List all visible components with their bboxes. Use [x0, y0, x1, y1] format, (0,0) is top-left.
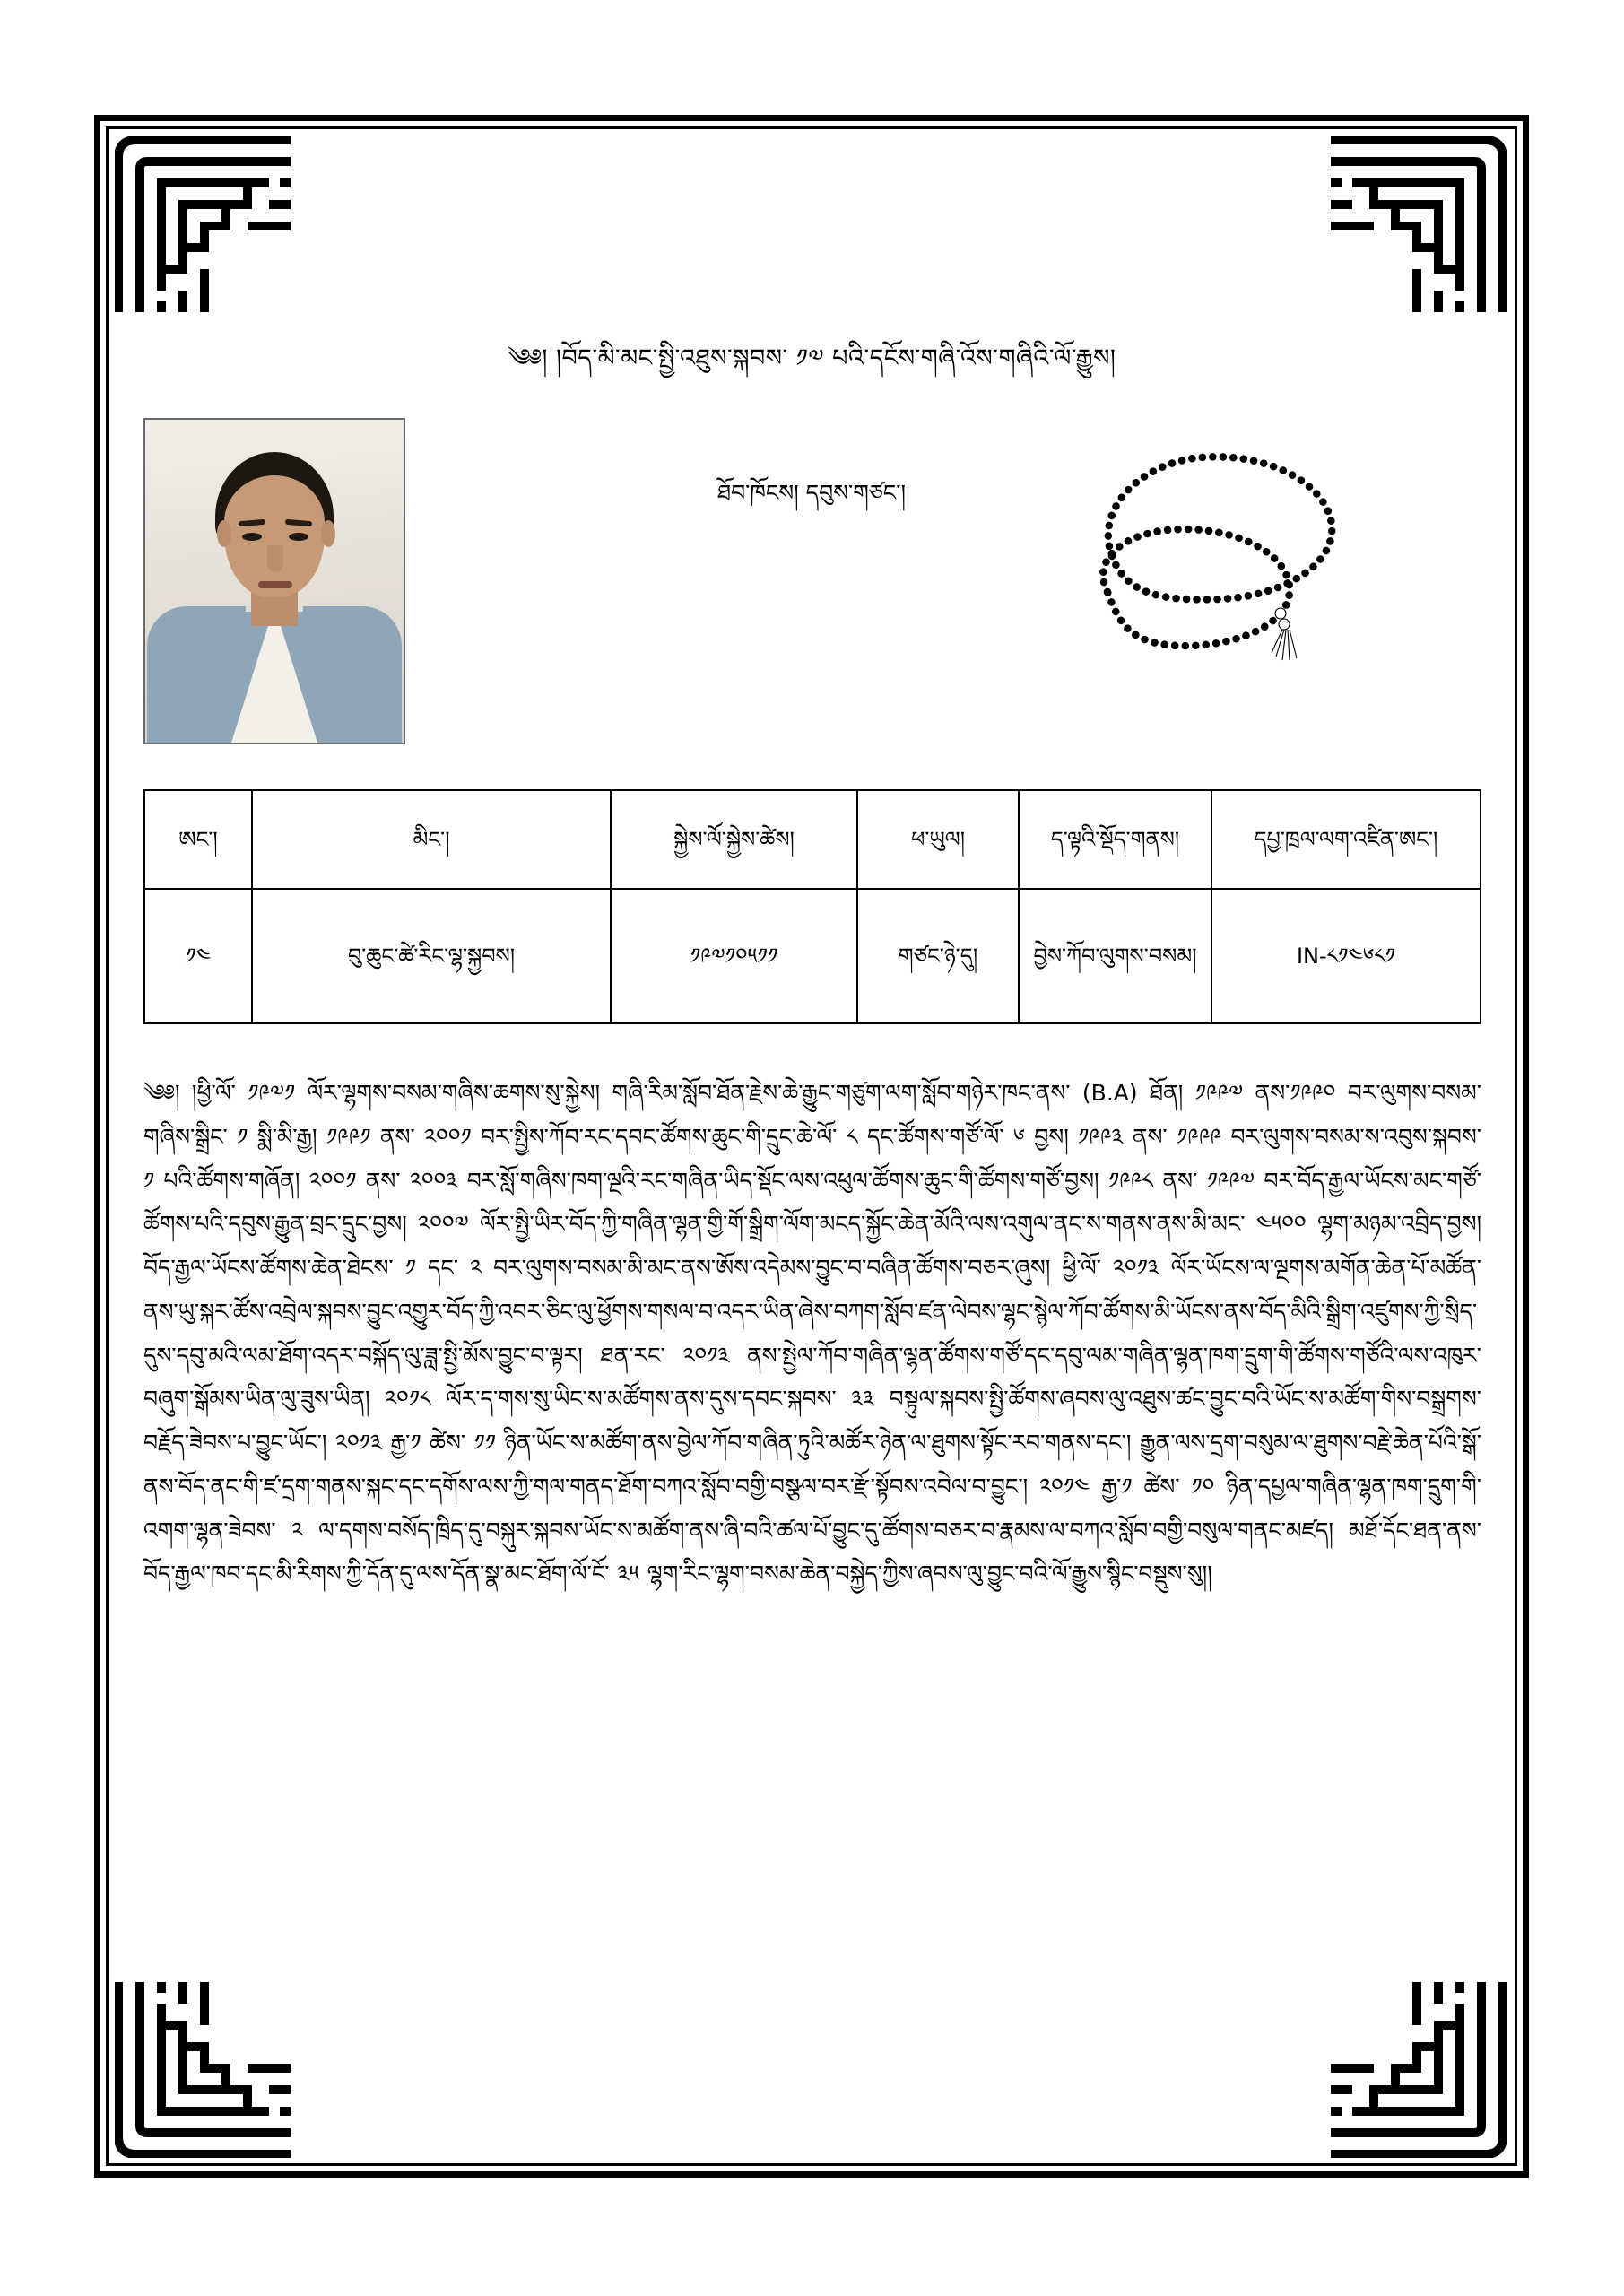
- cell-name: བུ་ཆུང་ཚེ་རིང་ལྷ་སྐྱབས།: [252, 889, 611, 1023]
- page-title: ༄༅། །བོད་མི་མང་སྤྱི་འཐུས་སྐབས་ ༡༧ པའི་དངོས་གཞི་འོས་གཞིའི་ལོ་རྒྱུས།: [507, 344, 1116, 372]
- column-header-birthplace: ཕ་ཡུལ།: [857, 790, 1019, 889]
- table-header-row: [144, 790, 1481, 889]
- corner-ornament-bottom-right: [1327, 1979, 1507, 2158]
- corner-ornament-bottom-left: [115, 1979, 294, 2158]
- column-header-birthdate: སྐྱེས་ལོ་སྐྱེས་ཚེས།: [611, 790, 857, 889]
- column-header-name: མིང་།: [252, 790, 611, 889]
- column-header-tax-id: དཔྱ་ཁྲལ་ལག་འཛིན་ཨང་།: [1211, 790, 1481, 889]
- candidate-info-table: [143, 789, 1481, 1024]
- column-header-number: ཨང་།: [144, 790, 252, 889]
- column-header-residence: ད་ལྟའི་སྡོད་གནས།: [1019, 790, 1211, 889]
- candidate-photo: [143, 418, 405, 744]
- constituency-subtitle: ཐོབ་ཁོངས། དབུས་གཙང་།: [716, 479, 907, 506]
- cell-birthdate: ༡༩༧༡༠༥༡༡: [611, 889, 857, 1023]
- biography-text: [143, 1072, 1481, 1596]
- cell-tax-id: IN-༨༡༤༦༨༡: [1211, 889, 1481, 1023]
- cell-number: ༡༤: [144, 889, 252, 1023]
- table-row: [144, 889, 1481, 1023]
- biography-paragraph: ༄༅། །ཕྱི་ལོ་ ༡༩༧༡ ལོར་ལྷགས་བསམ་གཞིས་ཆགས་སུ་སྐྱེས། གཞི་རིམ་སློབ་ཐོན་རྗེས་ཆེ་རྒྱུང་གཙུག་ལག་སློབ་གཉེར་ཁང་ནས་ (B.A) ཐོན། ༡༩༩༧ ནས་༡༩༩༠ བར་ལུགས་བསམ་གཞིས་སྒྲིང་ ༡ སྨི་མི་རྒྱ། ༡༩༩༡ ནས་ ༢༠༠༡ བར་སྤྱིས་ཀོབ་རང་དབང་ཚོགས་ཆུང་གི་དྲུང་ཆེ་ལོ་ ༨ དང་ཚོགས་གཙོ་ལོ་ ༦ བྱས། ༡༩༩༣ ནས་ ༡༩༩༩ བར་ལུགས་བསམ་ས་འབུས་སྐབས་ ༡ པའི་ཚོགས་གཞོན། ༢༠༠༡ ནས་ ༢༠༠༣ བར་སློ་གཞིས་ཁག་ལྔའི་རང་གཞིན་ཡིད་སྡོང་ལས་འཕུལ་ཚོགས་ཆུང་གི་ཚོགས་གཙོ་བྱས། ༡༩༩༨ ནས་ ༡༩༩༧ བར་བོད་རྒྱལ་ཡོངས་མང་གཙོ་ཚོགས་པའི་དབུས་རྒྱུན་བྲང་དྲུང་བྱས། ༢༠༠༧ ལོར་སྤྱི་ཡིར་བོད་ཀྱི་གཞིན་ལྷན་གྱི་གོ་སྒྲིག་ལོག་མངད་སྐྱོང་ཆེན་མོའི་ལས་འགུལ་ནང་ས་གནས་ནས་མི་མང་ ༤༥༠༠ ལྷག་མཉམ་འབྲིད་བྱས། བོད་རྒྱལ་ཡོངས་ཚོགས་ཆེན་ཐེངས་ ༡ དང་ ༢ བར་ལུགས་བསམ་མི་མང་ནས་ཨོས་འདེམས་བྱུང་བ་བཞིན་ཚོགས་བཅར་ཞུས། ཕྱི་ལོ་ ༢༠༡༣ ལོར་ཡོངས་ལ་ལྔགས་མགོན་ཆེན་པོ་མཚོན་ནས་ཡུ་སྐར་ཚོས་འབྲེལ་སྐབས་བྱུང་འགྱུར་བོད་ཀྱི་འབར་ཅིང་ལུ་ཕྱོགས་གསལ་བ་འདར་ཡིན་ཞེས་བཀག་སློབ་ཛན་ལེབས་ལྷང་སྙེལ་ཀོབ་ཚོགས་མི་ཡོངས་ནས་བོད་མིའི་སྒྲིག་འཛུགས་ཀྱི་སྲིད་དུས་དབུ་མའི་ལམ་ཐོག་འདར་བསྐོད་ལུ་ཟླ་སྤྱི་མོས་བྱུང་བ་ལྟར། ཐན་རང་ ༢༠༡༣ ནས་སྤྱེལ་ཀོབ་གཞིན་ལྷན་ཚོགས་གཙོ་དང་དབུ་ལམ་གཞིན་ལྷན་ཁག་དྲུག་གི་ཚོགས་གཙོའི་ལས་འཁུར་བཞུག་སྒོམས་ཡིན་ལུ་ཟུས་ཡིན། ༢༠༡༨ ལོར་ད་གས་སུ་ཡིང་ས་མཚོགས་ནས་དུས་དབང་སྐབས་ ༣༣ བསྟུལ་སྐབས་སྤྱི་ཚོགས་ཞབས་ལུ་འཐུས་ཚང་བྱུང་བའི་ཡོང་ས་མཚོག་གིས་བསྒྲགས་བརྗོད་ཟེབས་པ་བྱུང་ཡོང་། ༢༠༡༣ རྒྱ་༡ ཚེས་ ༡༡ ཉིན་ཡོང་ས་མཚོག་ནས་བྱེལ་ཀོབ་གཞིན་ཏུའི་མཚོར་ཉེན་ལ་ཐུགས་སྟོང་རབ་གནས་དང་། རྒྱུན་ལས་དྲག་བསུམ་ལ་ཐུགས་བརྗེ་ཆེན་པོའི་སྒོ་ནས་བོད་ནང་གི་ཛ་དྲག་གནས་སྐང་དང་དགོས་ལས་ཀྱི་གལ་གནད་ཐོག་བཀའ་སློབ་བགྱི་བསྩལ་བར་རྫོ་སྟོབས་འབེལ་བ་བྱུང་། ༢༠༡༤ རྒྱ་༡ ཚེས་ ༡༠ ཉིན་དཔྱལ་གཞིན་ལྷན་ཁག་དྲུག་གི་འགག་ལྷན་ཟེབས་ ༢ ལ་དགས་བསོད་ཁྲིད་དུ་བསྐུར་སྐབས་ཡོང་ས་མཚོག་ནས་ཞི་བའི་ཚལ་པོ་བྱུང་དུ་ཚོགས་བཅར་བ་རྣམས་ལ་བཀའ་སློབ་བགྱི་བསུལ་གནང་མཛད། མཐོ་དོང་ཐན་ནས་བོད་རྒྱལ་ཁབ་དང་མི་རིགས་ཀྱི་དོན་དུ་ལས་དོན་སྣ་མང་ཐོག་ལོ་ངོ་ ༣༥ ལྷག་རིང་ལྷག་བསམ་ཆེན་བསྐྱེད་ཀྱིས་ཞབས་ལུ་བྱུང་བའི་ལོ་རྒྱུས་སྙིང་བསྡུས་སུ།།: [143, 1080, 1481, 1587]
- cell-birthplace: གཙང་ཉེ་དུ།: [857, 889, 1019, 1023]
- cell-residence: བྱེས་ཀོབ་ལུགས་བསམ།: [1019, 889, 1211, 1023]
- prayer-beads-icon: [1058, 422, 1354, 691]
